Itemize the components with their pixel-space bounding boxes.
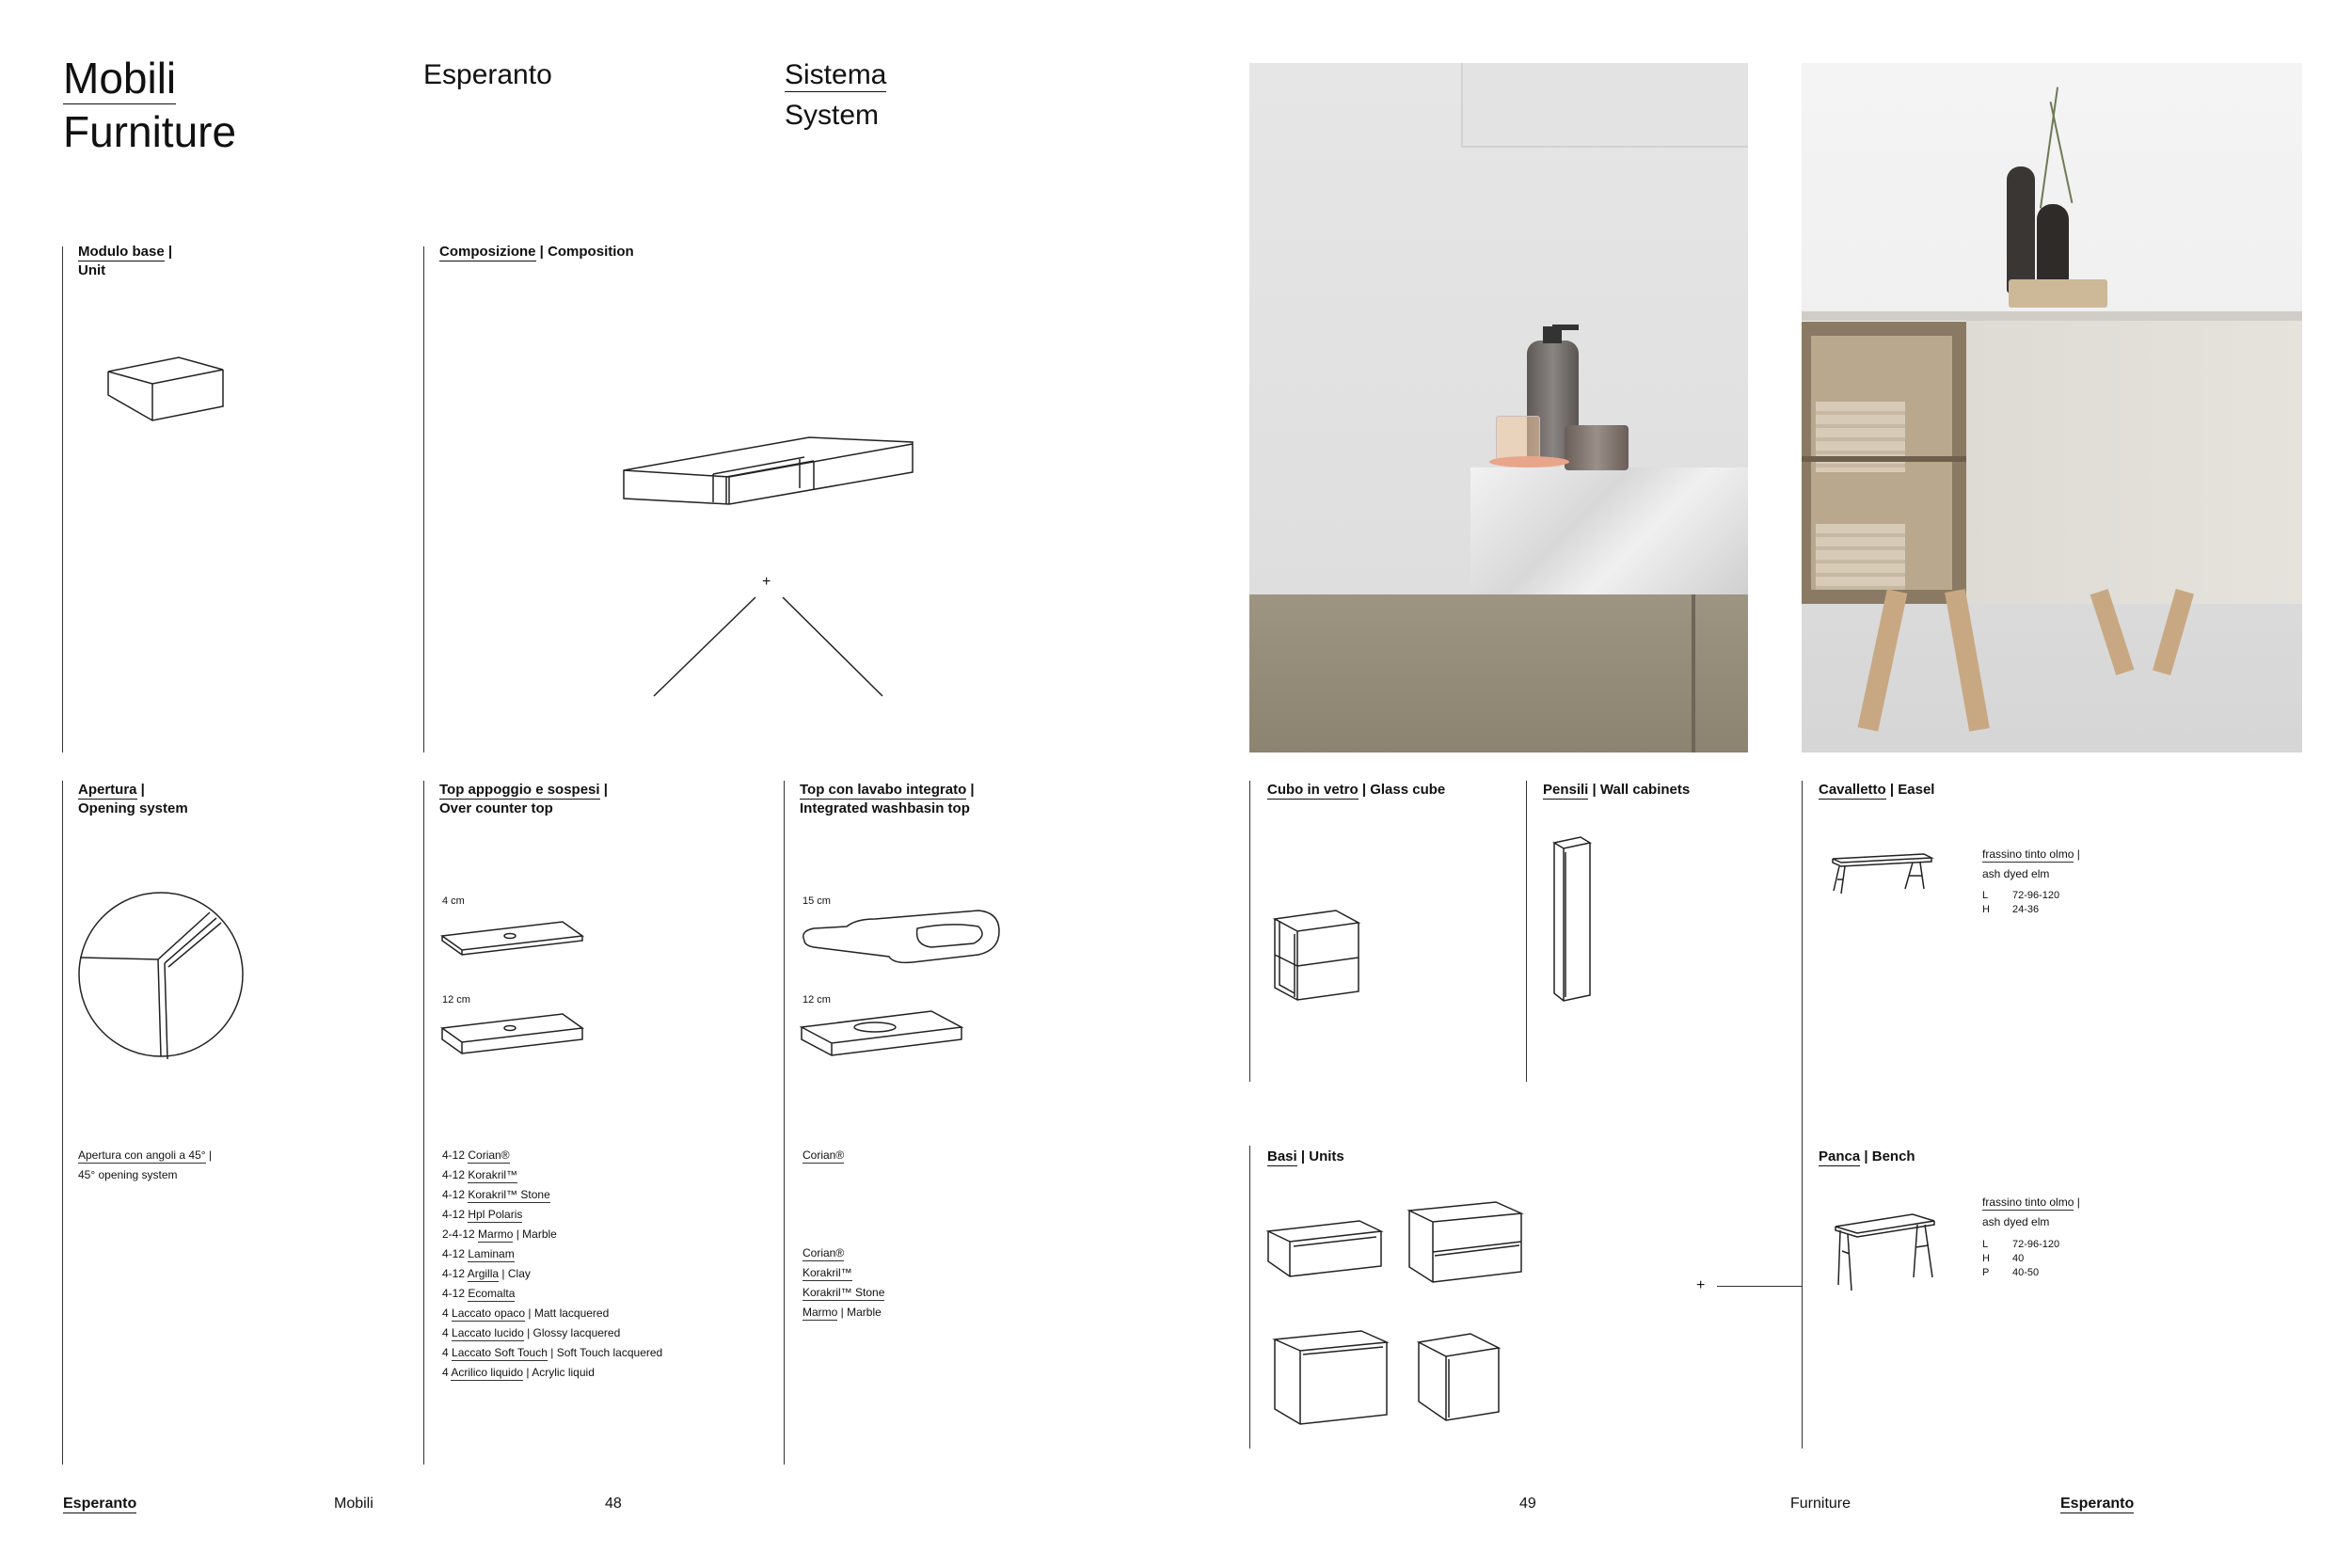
units-label: Basi | Units [1267, 1148, 1344, 1164]
integrated-label: Top con lavabo integrato | Integrated washbasin top [800, 782, 975, 816]
material-item: 4-12 Argilla | Clay [442, 1267, 531, 1280]
system-it: Sistema [785, 59, 887, 90]
unit-tall-door [1272, 1328, 1394, 1427]
divider [423, 246, 424, 752]
page-number-right: 49 [1519, 1496, 1536, 1512]
easel-dimensions: L 72-96-120 H 24-36 [1982, 890, 2060, 915]
bench-drawing [1833, 1212, 1941, 1296]
material-item: 4 Laccato lucido | Glossy lacquered [442, 1326, 621, 1339]
wall-cabinets-label: Pensili | Wall cabinets [1543, 782, 1691, 798]
plant-stem [2040, 87, 2058, 208]
material-item: Korakril™ Stone [803, 1286, 885, 1299]
material-item: 4-12 Laminam [442, 1247, 515, 1260]
divider [1526, 781, 1527, 1082]
title-it: Mobili [63, 54, 177, 103]
easel-label: Cavalletto | Easel [1819, 782, 1935, 798]
cabinet [1249, 594, 1748, 752]
material-item: Korakril™ [803, 1266, 852, 1279]
divider [1249, 781, 1250, 1082]
material-item: Marmo | Marble [803, 1306, 882, 1319]
material-item: Corian® [803, 1246, 845, 1259]
sideboard [1966, 315, 2302, 604]
material-item: 4-12 Ecomalta [442, 1287, 516, 1300]
footer-category-left: Mobili [334, 1496, 373, 1512]
wall-cabinet-drawing [1552, 835, 1595, 1005]
bench-finish: frassino tinto olmo | ash dyed elm [1982, 1196, 2080, 1228]
plus-sign: + [762, 574, 771, 590]
footer-brand-left: Esperanto [63, 1496, 137, 1512]
vase [2007, 166, 2035, 293]
over-counter-label: Top appoggio e sospesi | Over counter top [439, 782, 608, 816]
easel-drawing [1830, 851, 1938, 898]
material-item: 4-12 Hpl Polaris [442, 1208, 523, 1221]
footer-brand-right: Esperanto [2060, 1496, 2135, 1512]
integrated-material-a: Corian® [803, 1148, 845, 1162]
divider [62, 246, 63, 752]
divider [1249, 1146, 1250, 1449]
marble-cube [1470, 467, 1748, 594]
counter-top-4cm [440, 917, 591, 959]
title-en: Furniture [63, 107, 237, 156]
dish [1489, 456, 1569, 467]
unit-drawer-low [1265, 1218, 1388, 1289]
composition-label: Composizione | Composition [439, 244, 634, 260]
plus-sign: + [1696, 1277, 1706, 1293]
system-en: System [785, 100, 880, 131]
glass-cube-label: Cubo in vetro | Glass cube [1267, 782, 1446, 798]
glass [1496, 416, 1540, 460]
composition-drawing [621, 433, 922, 527]
composition-lines [649, 594, 894, 698]
bathroom-photo [1249, 63, 1748, 752]
material-item: 4-12 Korakril™ Stone [442, 1188, 550, 1201]
unit-small-door [1416, 1331, 1505, 1425]
unit-label: Modulo base | Unit [78, 244, 173, 278]
material-item: 4 Acrilico liquido | Acrylic liquid [442, 1366, 595, 1379]
counter-top-12cm [440, 1011, 591, 1058]
collection-name: Esperanto [423, 59, 552, 90]
material-item: 4-12 Korakril™ [442, 1168, 518, 1181]
bench-label: Panca | Bench [1819, 1148, 1915, 1164]
towels [1816, 524, 1905, 590]
size-label: 12 cm [442, 994, 470, 1006]
integrated-top-15cm [800, 908, 1007, 974]
divider [62, 781, 63, 1465]
divider [784, 781, 785, 1465]
unit-two-drawers [1406, 1199, 1529, 1293]
easel-finish: frassino tinto olmo | ash dyed elm [1982, 847, 2080, 880]
connector-line [1717, 1286, 1802, 1287]
glass-cube-drawing [1272, 908, 1366, 1006]
bench-dimensions: L 72-96-120 H 40 P 40-50 [1982, 1239, 2060, 1278]
bench-photo [1802, 63, 2302, 752]
basket [2009, 279, 2107, 308]
opening-drawing [78, 892, 247, 1061]
integrated-top-12cm [800, 1006, 969, 1063]
size-label: 12 cm [803, 994, 831, 1006]
opening-label: Apertura | Opening system [78, 782, 188, 816]
size-label: 4 cm [442, 895, 465, 907]
divider [423, 781, 424, 1465]
material-item: 2-4-12 Marmo | Marble [442, 1227, 557, 1241]
size-label: 15 cm [803, 895, 831, 907]
material-item: 4 Laccato Soft Touch | Soft Touch lacquered [442, 1346, 663, 1359]
footer-category-right: Furniture [1790, 1496, 1851, 1512]
over-counter-materials [442, 1146, 662, 1383]
opening-note: Apertura con angoli a 45° | 45° opening system [78, 1148, 213, 1181]
material-item: 4 Laccato opaco | Matt lacquered [442, 1307, 610, 1320]
divider [1802, 781, 1803, 1449]
mirror [1461, 63, 1748, 148]
unit-drawing [103, 353, 235, 423]
page-number-left: 48 [605, 1496, 622, 1512]
material-item: 4-12 Corian® [442, 1148, 510, 1162]
jar [1565, 425, 1629, 470]
integrated-materials-b [803, 1243, 884, 1323]
